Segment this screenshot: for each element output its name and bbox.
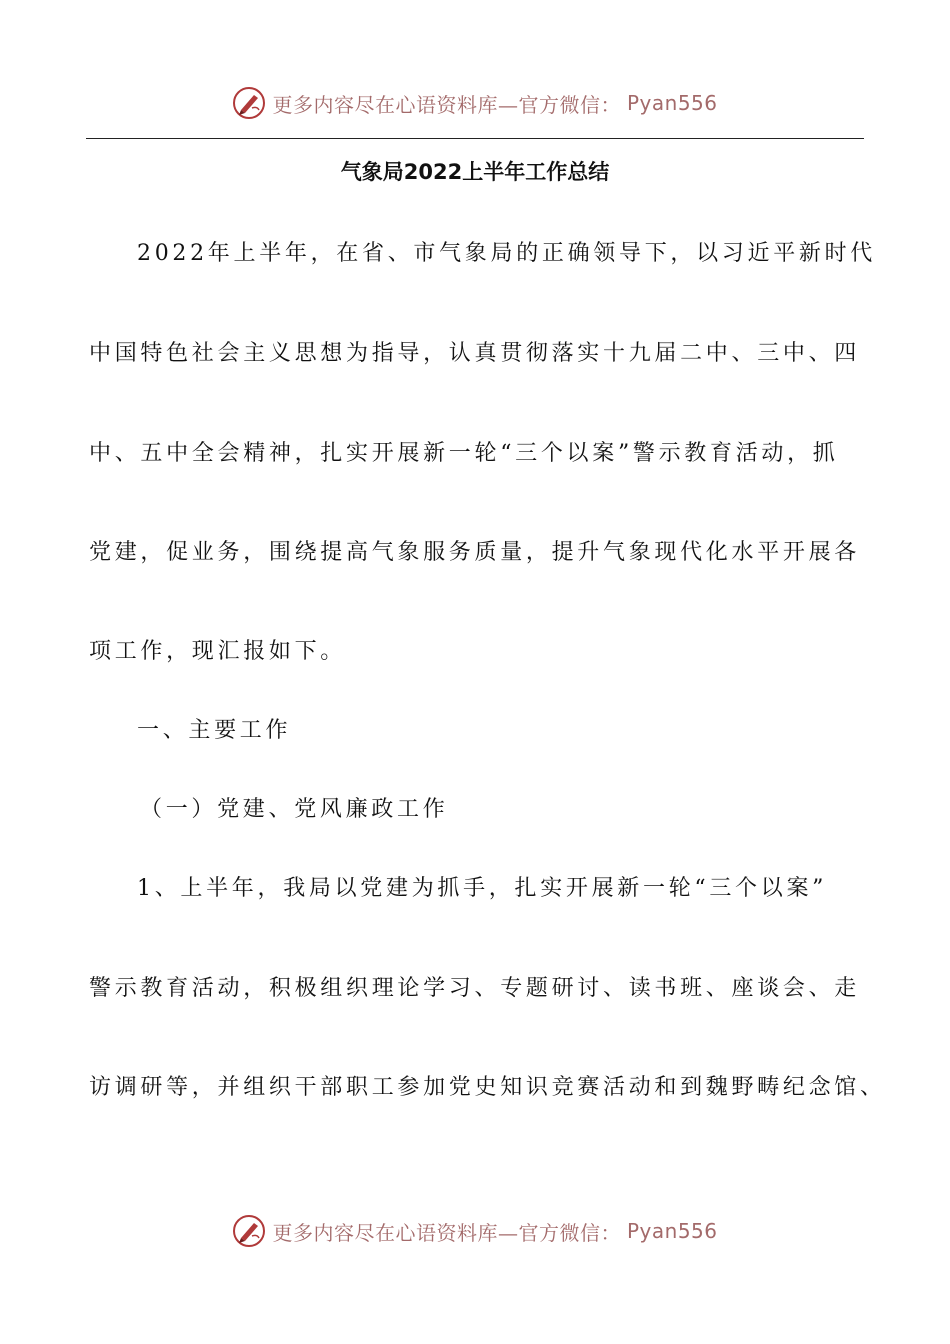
footer-watermark: [0, 1214, 950, 1248]
paragraph-line: 警示教育活动，积极组织理论学习、专题研讨、读书班、座谈会、走: [89, 976, 861, 1001]
header-divider: [86, 138, 864, 139]
paragraph-line: 中国特色社会主义思想为指导，认真贯彻落实十九届二中、三中、四: [89, 341, 861, 366]
section-heading: 一、主要工作: [137, 718, 292, 743]
subsection-heading: （一）党建、党风廉政工作: [140, 797, 449, 822]
pen-logo-icon: [232, 86, 266, 120]
paragraph-line: 党建，促业务，围绕提高气象服务质量，提升气象现代化水平开展各: [89, 540, 861, 565]
watermark-text: 更多内容尽在心语资料库—官方微信：: [272, 1220, 621, 1245]
paragraph-line: 访调研等，并组织干部职工参加党史知识竞赛活动和到魏野畴纪念馆、: [89, 1075, 886, 1100]
pen-logo-icon: [232, 1214, 266, 1248]
watermark-text: 更多内容尽在心语资料库—官方微信：: [272, 92, 621, 117]
document-title: 气象局2022上半年工作总结: [340, 160, 610, 184]
header-watermark: [0, 86, 950, 120]
paragraph-line: 2022年上半年，在省、市气象局的正确领导下，以习近平新时代: [137, 241, 876, 266]
paragraph-line: 中、五中全会精神，扎实开展新一轮“三个以案”警示教育活动，抓: [89, 441, 839, 466]
paragraph-line: 项工作，现汇报如下。: [89, 639, 347, 664]
paragraph-line: 1、上半年，我局以党建为抓手，扎实开展新一轮“三个以案”: [137, 876, 828, 901]
watermark-id: Pyan556: [626, 1219, 718, 1243]
watermark-id: Pyan556: [626, 91, 718, 115]
